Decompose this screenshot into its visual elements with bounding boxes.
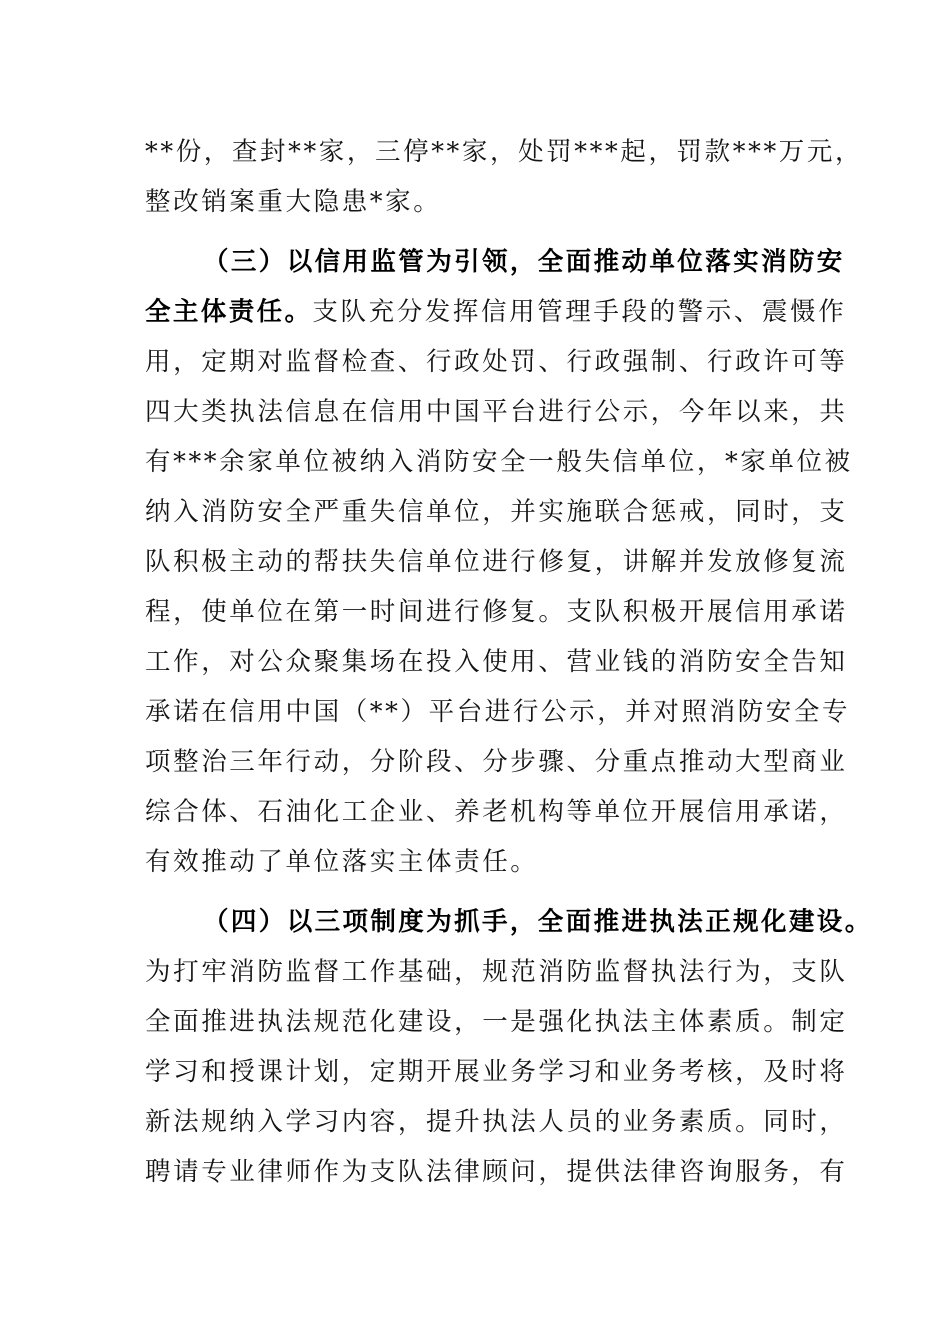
paragraph-line: 有***余家单位被纳入消防安全一般失信单位，*家单位被 [145, 447, 853, 477]
paragraph-line: 项整治三年行动，分阶段、分步骤、分重点推动大型商业 [145, 747, 848, 777]
paragraph-line [145, 287, 846, 337]
paragraph-line: 新法规纳入学习内容，提升执法人员的业务素质。同时， [145, 1107, 848, 1137]
paragraph-line: 用，定期对监督检查、行政处罚、行政强制、行政许可等 [145, 347, 848, 377]
section-heading-4: （四）以三项制度为抓手，全面推进执法正规化建设。 [203, 907, 873, 937]
paragraph-line: 程，使单位在第一时间进行修复。支队积极开展信用承诺 [145, 597, 848, 627]
paragraph-line: 承诺在信用中国（**）平台进行公示，并对照消防安全专 [145, 697, 851, 727]
paragraph-line: 综合体、石油化工企业、养老机构等单位开展信用承诺， [145, 797, 848, 827]
paragraph-text: 支队充分发挥信用管理手段的警示、震慑作 [312, 297, 847, 327]
paragraph-line: 工作，对公众聚集场在投入使用、营业钱的消防安全告知 [145, 647, 848, 677]
paragraph-line: 聘请专业律师作为支队法律顾问，提供法律咨询服务，有 [145, 1157, 848, 1187]
paragraph-line: 学习和授课计划，定期开展业务学习和业务考核，及时将 [145, 1057, 848, 1087]
paragraph-line: **份，查封**家，三停**家，处罚***起，罚款***万元， [145, 137, 864, 167]
section-heading-3-end: 全主体责任。 [145, 297, 313, 327]
paragraph-line: 纳入消防安全严重失信单位，并实施联合惩戒，同时，支 [145, 497, 848, 527]
paragraph-line: 有效推动了单位落实主体责任。 [145, 847, 539, 877]
paragraph-line: 整改销案重大隐患*家。 [145, 187, 442, 217]
paragraph-line: 四大类执法信息在信用中国平台进行公示，今年以来，共 [145, 397, 848, 427]
paragraph-line: 队积极主动的帮扶失信单位进行修复，讲解并发放修复流 [145, 547, 848, 577]
section-heading-3: （三）以信用监管为引领，全面推动单位落实消防安 [203, 247, 845, 277]
paragraph-line: 为打牢消防监督工作基础，规范消防监督执法行为，支队 [145, 957, 848, 987]
paragraph-line: 全面推进执法规范化建设，一是强化执法主体素质。制定 [145, 1007, 848, 1037]
